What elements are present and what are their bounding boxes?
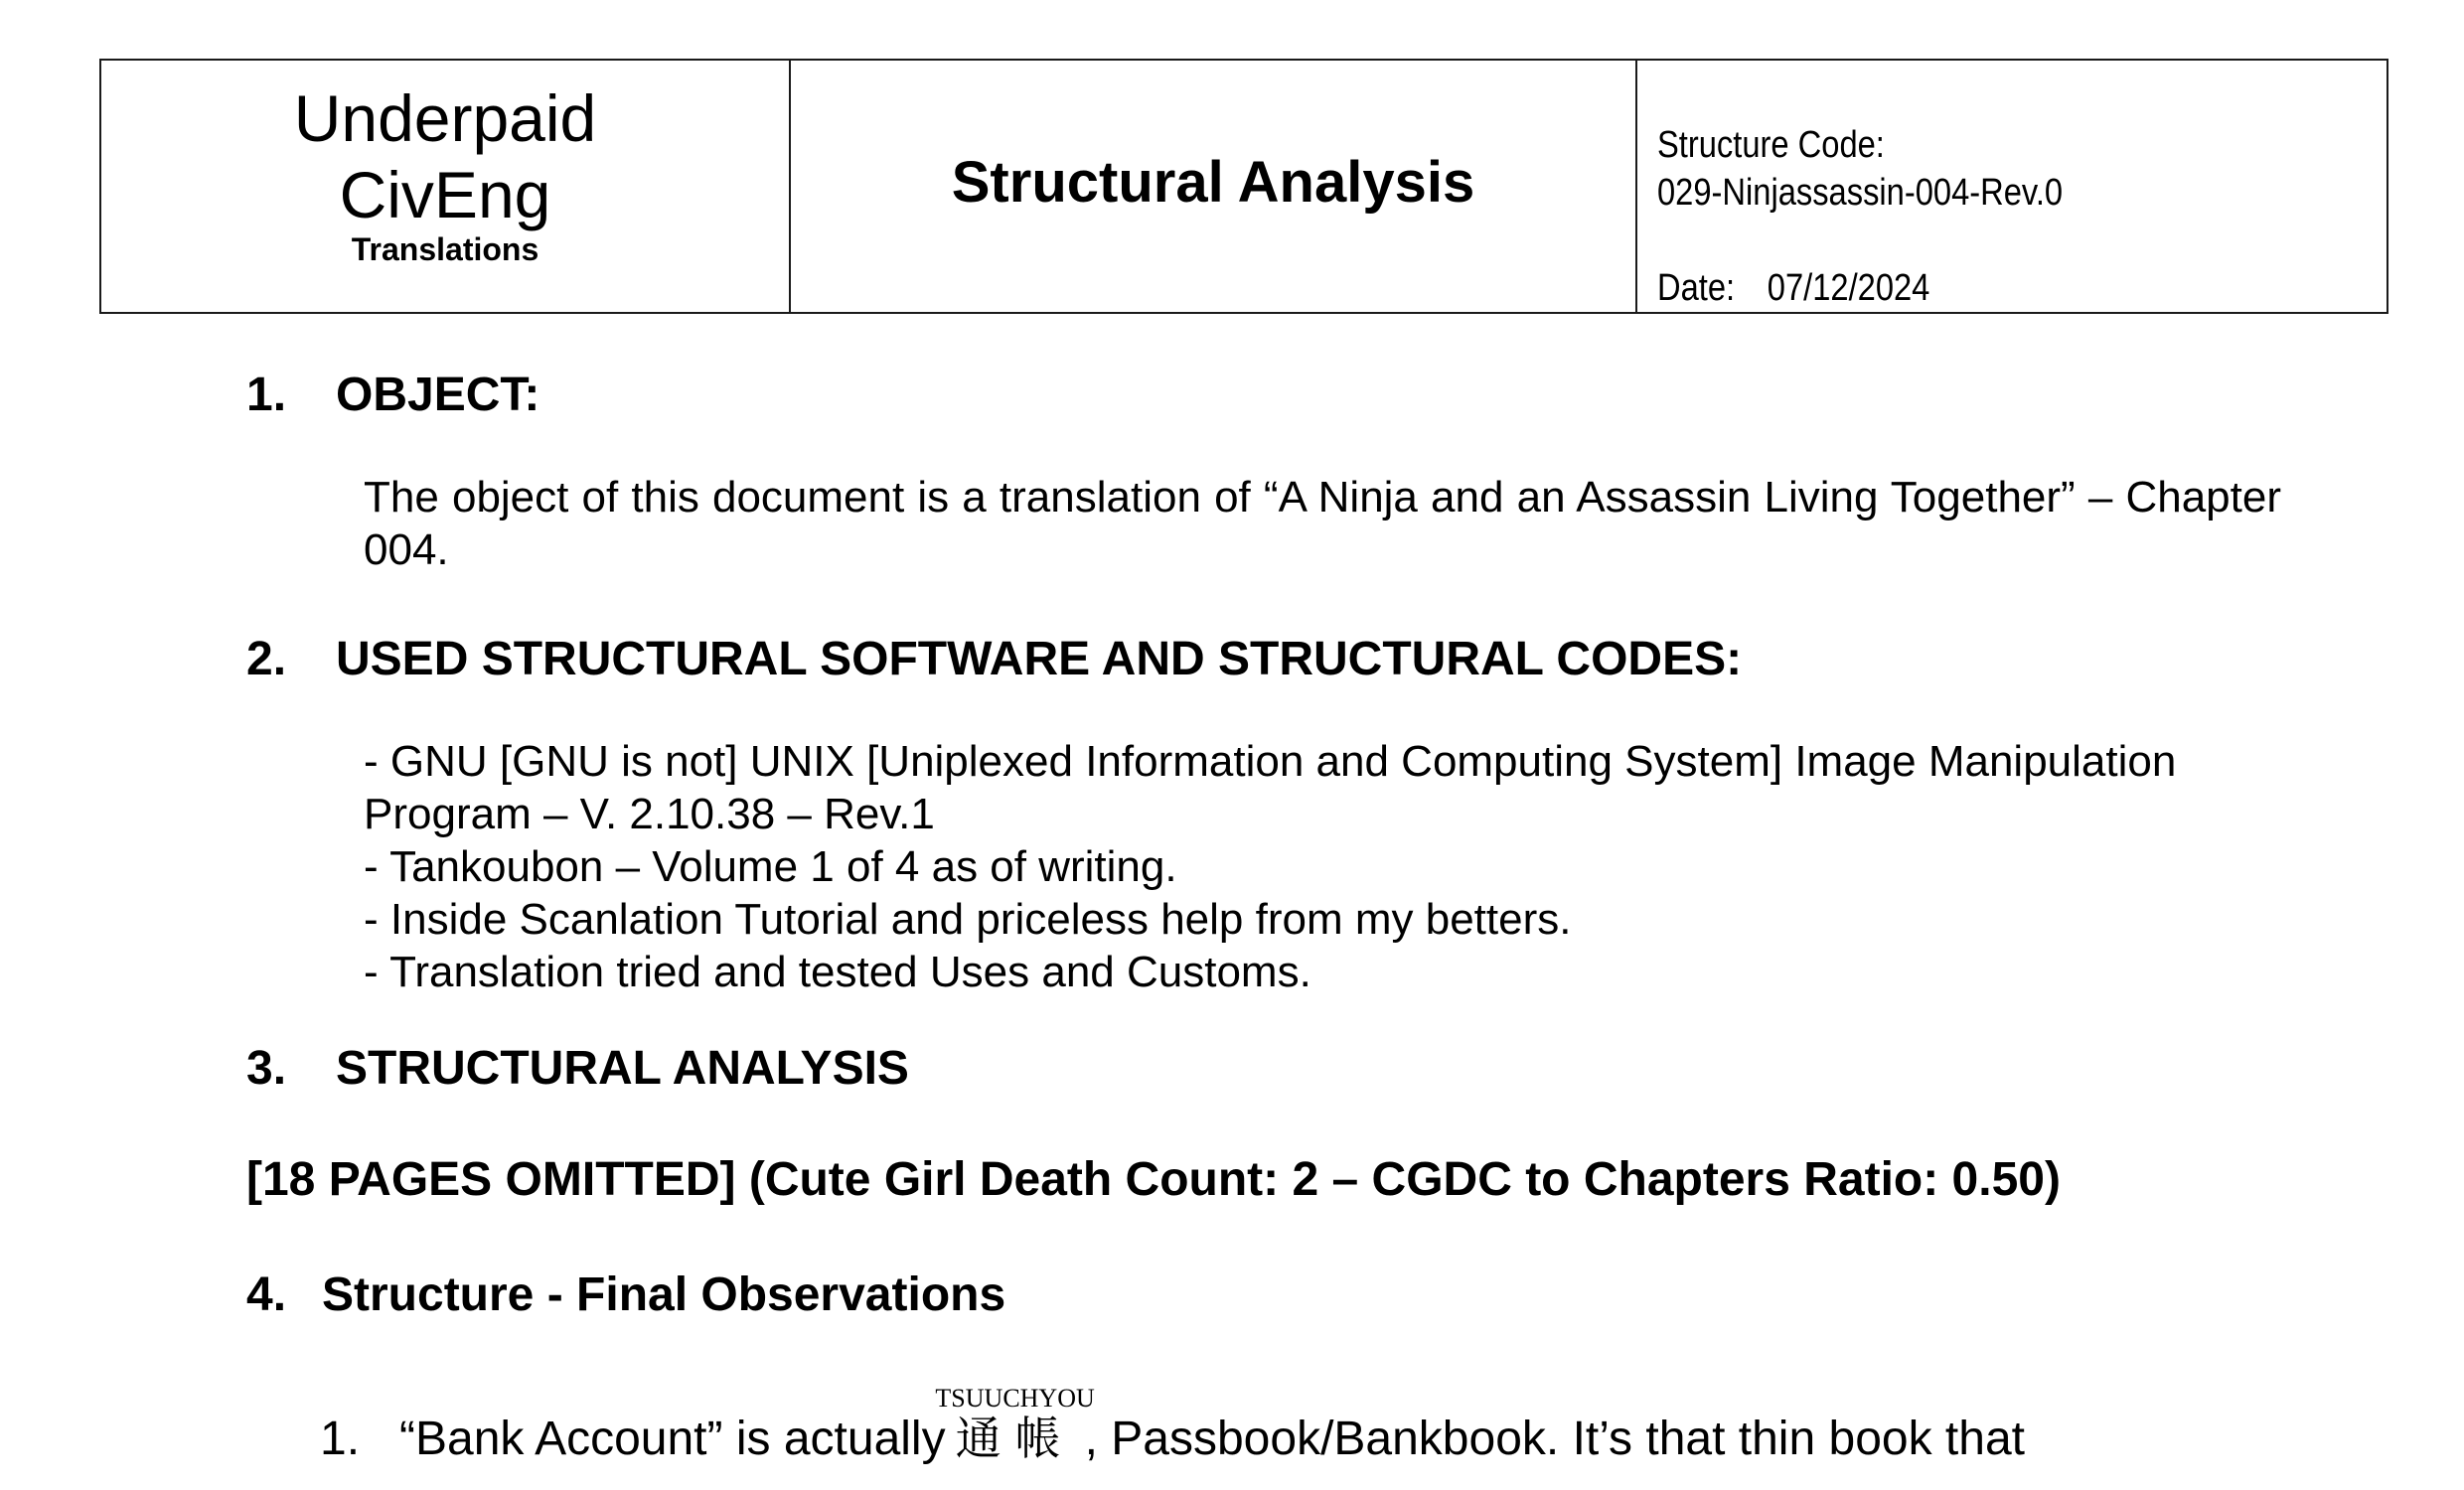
software-line-5: - Translation tried and tested Uses and Customs.	[364, 948, 1311, 996]
document-title: Structural Analysis	[951, 150, 1475, 215]
section-1-body: The object of this document is a translation of “A Ninja and an Assassin Living Together” – Chapter 004.	[364, 473, 2281, 574]
section-4-title: Structure - Final Observations	[322, 1268, 1006, 1321]
logo-cell	[101, 61, 791, 312]
meta-cell	[1637, 61, 2387, 312]
software-line-2: Program – V. 2.10.38 – Rev.1	[364, 790, 935, 838]
title-cell	[791, 61, 1637, 312]
section-2-number: 2.	[246, 633, 287, 685]
logo-text-civeng: CivEng	[339, 158, 551, 231]
section-3-title: STRUCTURAL ANALYSIS	[336, 1042, 909, 1095]
section-1-title: OBJECT:	[336, 369, 540, 421]
document-header	[99, 59, 2388, 314]
kanji-with-reading	[935, 1384, 1095, 1467]
logo-text-underpaid: Underpaid	[293, 81, 597, 155]
section-2-title: USED STRUCTURAL SOFTWARE AND STRUCTURAL CODES:	[336, 633, 1743, 685]
logo-text-translations: Translations	[351, 231, 539, 267]
structure-code-label: Structure Code:	[1657, 124, 1885, 166]
omitted-pages-note: [18 PAGES OMITTED] (Cute Girl Death Count: 2 – CGDC to Chapters Ratio: 0.50)	[246, 1153, 2061, 1206]
section-2-heading	[246, 632, 1742, 687]
section-4-heading	[246, 1267, 1005, 1323]
section-4-number: 4.	[246, 1268, 287, 1321]
observation-1-text-after: , Passbook/Bankbook. It’s that thin book that	[1084, 1413, 2025, 1465]
observation-1-text-before: “Bank Account” is actually	[399, 1413, 946, 1465]
section-2-body	[364, 735, 2281, 998]
software-line-3: - Tankoubon – Volume 1 of 4 as of writing.	[364, 842, 1177, 891]
section-1-number: 1.	[246, 369, 287, 421]
software-line-4: - Inside Scanlation Tutorial and priceless help from my betters.	[364, 895, 1572, 944]
software-line-1: - GNU [GNU is not] UNIX [Uniplexed Information and Computing System] Image Manipulation	[364, 737, 2177, 786]
date-value: 07/12/2024	[1767, 267, 1930, 309]
date-row	[1657, 265, 1929, 311]
kanji-text: 通帳	[955, 1412, 1075, 1465]
observation-1-number: 1.	[320, 1413, 361, 1465]
section-3-heading	[246, 1041, 909, 1097]
kanji-reading: TSUUCHYOU	[935, 1384, 1095, 1413]
structure-code-value: 029-Ninjassassin-004-Rev.0	[1657, 172, 2064, 214]
date-label: Date:	[1657, 267, 1736, 309]
section-3-number: 3.	[246, 1042, 287, 1095]
observation-item-1	[320, 1384, 2025, 1467]
section-1-heading	[246, 368, 539, 423]
